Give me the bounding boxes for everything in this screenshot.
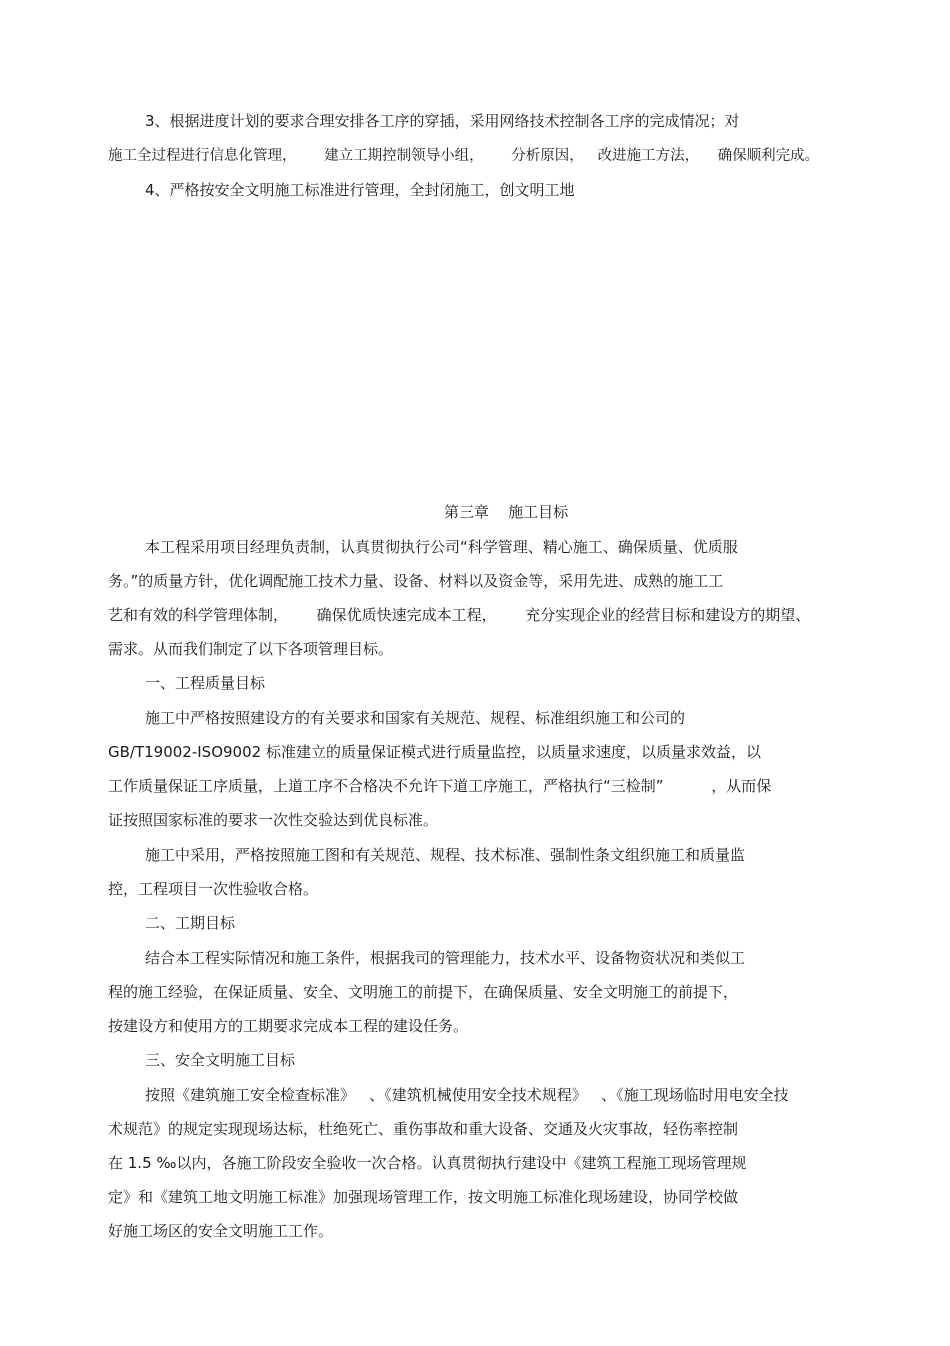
text-line: 程的施工经验，在保证质量、安全、文明施工的前提下，在确保质量、安全文明施工的前提下，	[108, 983, 739, 1001]
text-line: 按建设方和使用方的工期要求完成本工程的建设任务。	[108, 1017, 469, 1035]
text-line: 本工程采用项目经理负责制，认真贯彻执行公司“科学管理、精心施工、确保质量、优质服	[145, 538, 738, 556]
section-heading-schedule: 二、工期目标	[145, 914, 236, 932]
text-line: 需求。从而我们制定了以下各项管理目标。	[108, 640, 394, 658]
text-line: 艺和有效的科学管理体制， 确保优质快速完成本工程， 充分实现企业的经营目标和建设方的期望、	[108, 606, 811, 624]
text-line: 按照《建筑施工安全检查标准》 、《建筑机械使用安全技术规程》 、《施工现场临时用电安全技	[145, 1086, 789, 1104]
text-line: 好施工场区的安全文明施工工作。	[108, 1222, 334, 1240]
text-line: 工作质量保证工序质量，上道工序不合格决不允许下道工序施工，严格执行“三检制” ，从而保	[108, 777, 772, 795]
text-line: 在 1.5 ‰以内，各施工阶段安全验收一次合格。认真贯彻执行建设中《建筑工程施工现场管理规	[108, 1154, 747, 1172]
chapter-title: 第三章 施工目标	[444, 503, 569, 521]
section-heading-quality: 一、工程质量目标	[145, 674, 266, 692]
text-line: 定》和《建筑工地文明施工标准》加强现场管理工作，按文明施工标准化现场建设，协同学校做	[108, 1188, 739, 1206]
text-line: 3、根据进度计划的要求合理安排各工序的穿插，采用网络技术控制各工序的完成情况；对	[145, 112, 740, 130]
text-line: 施工中严格按照建设方的有关要求和国家有关规范、规程、标准组织施工和公司的	[145, 709, 686, 727]
text-line: 控，工程项目一次性验收合格。	[108, 880, 319, 898]
section-heading-safety: 三、安全文明施工目标	[145, 1051, 296, 1069]
text-line: 4、严格按安全文明施工标准进行管理，全封闭施工，创文明工地	[145, 181, 575, 199]
text-line: 证按照国家标准的要求一次性交验达到优良标准。	[108, 811, 439, 829]
text-line: GB/T19002-ISO9002 标准建立的质量保证模式进行质量监控，以质量求速度，以质量求效益，以	[108, 743, 761, 761]
text-line: 施工中采用，严格按照施工图和有关规范、规程、技术标准、强制性条文组织施工和质量监	[145, 846, 746, 864]
text-line: 结合本工程实际情况和施工条件，根据我司的管理能力，技术水平、设备物资状况和类似工	[145, 949, 746, 967]
text-line: 施工全过程进行信息化管理， 建立工期控制领导小组， 分析原因， 改进施工方法， 确保顺利完成。	[108, 148, 820, 164]
text-line: 术规范》的规定实现现场达标，杜绝死亡、重伤事故和重大设备、交通及火灾事故，轻伤率控制	[108, 1120, 739, 1138]
text-line: 务。”的质量方针，优化调配施工技术力量、设备、材料以及资金等，采用先进、成熟的施工工	[108, 572, 724, 590]
